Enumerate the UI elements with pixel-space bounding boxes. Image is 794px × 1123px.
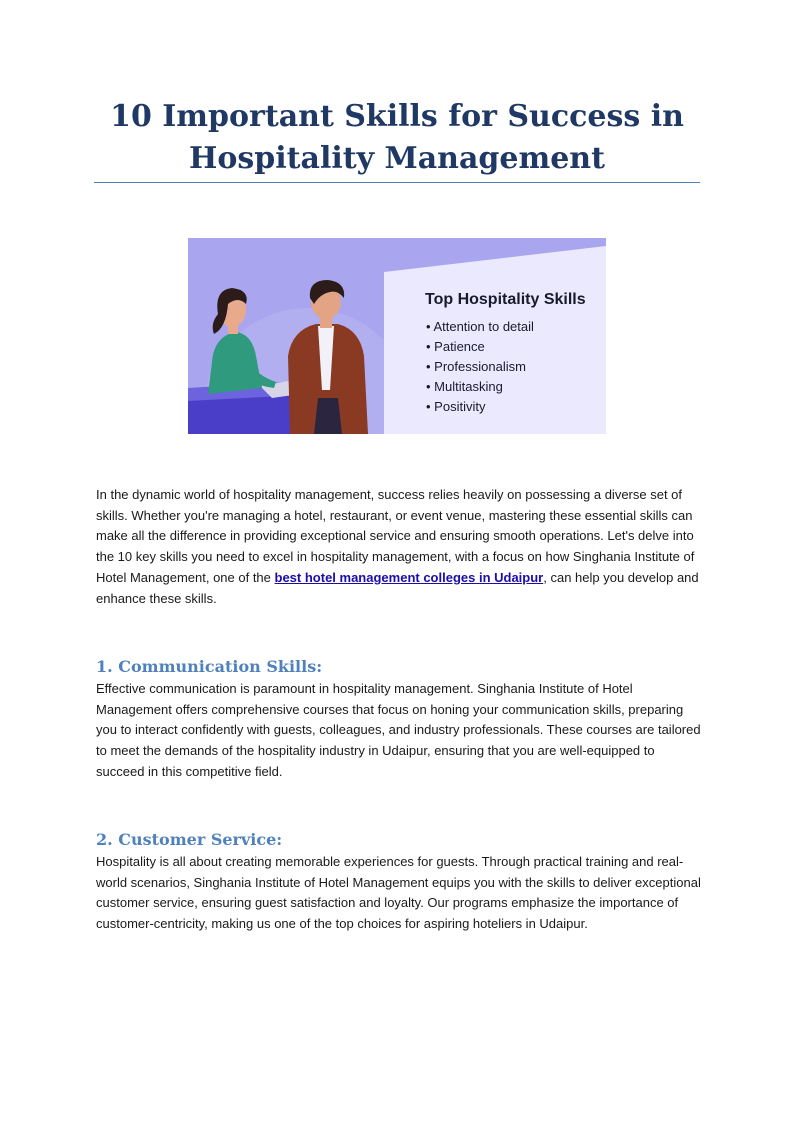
document-title-line-2: Hospitality Management [189, 141, 605, 176]
intro-paragraph [96, 485, 702, 609]
title-divider [94, 182, 700, 183]
hero-illustration [188, 238, 606, 434]
intro-text-after-link: , can help you develop and enhance these skills. [96, 569, 699, 606]
document-title-line-1: 10 Important Skills for Success in [110, 99, 684, 134]
hero-skill-item: • Multitasking [426, 379, 503, 394]
hero-skill-item: • Attention to detail [426, 319, 534, 334]
hero-skill-item: • Positivity [426, 399, 486, 414]
document-title [94, 96, 700, 180]
section-heading-communication: 1. Communication Skills: [96, 657, 323, 676]
best-colleges-link[interactable]: best hotel management colleges in Udaipur [274, 569, 544, 585]
section-body-customer-service: Hospitality is all about creating memorable experiences for guests. Through practical training and real-world scenarios, Singhania Institute of Hotel Management equips you with the skills to deliver exceptional customer service, ensuring guest satisfaction and loyalty. Our programs emphasize the importance of customer-centricity, making us one of the top choices for aspiring hoteliers in Udaipur. [96, 854, 701, 932]
intro-text-before-link: In the dynamic world of hospitality management, success relies heavily on possessing a diverse set of skills. Whether you're managing a hotel, restaurant, or event venue, mastering these essential skills can make all the difference in providing exceptional service and ensuring smooth operations. Let's delve into the 10 key skills you need to excel in hospitality management, with a focus on how Singhania Institute of Hotel Management, one of the [96, 487, 695, 585]
section-heading-customer-service: 2. Customer Service: [96, 830, 283, 849]
hero-skill-item: • Patience [426, 339, 485, 354]
hero-panel-title: Top Hospitality Skills [425, 291, 586, 308]
section-body-communication: Effective communication is paramount in hospitality management. Singhania Institute of Hotel Management offers comprehensive courses that focus on honing your communication skills, preparing you to interact confidently with guests, colleagues, and industry professionals. These courses are tailored to meet the demands of the hospitality industry in Udaipur, ensuring that you are well-equipped to succeed in this competitive field. [96, 681, 701, 779]
hero-skill-item: • Professionalism [426, 359, 526, 374]
